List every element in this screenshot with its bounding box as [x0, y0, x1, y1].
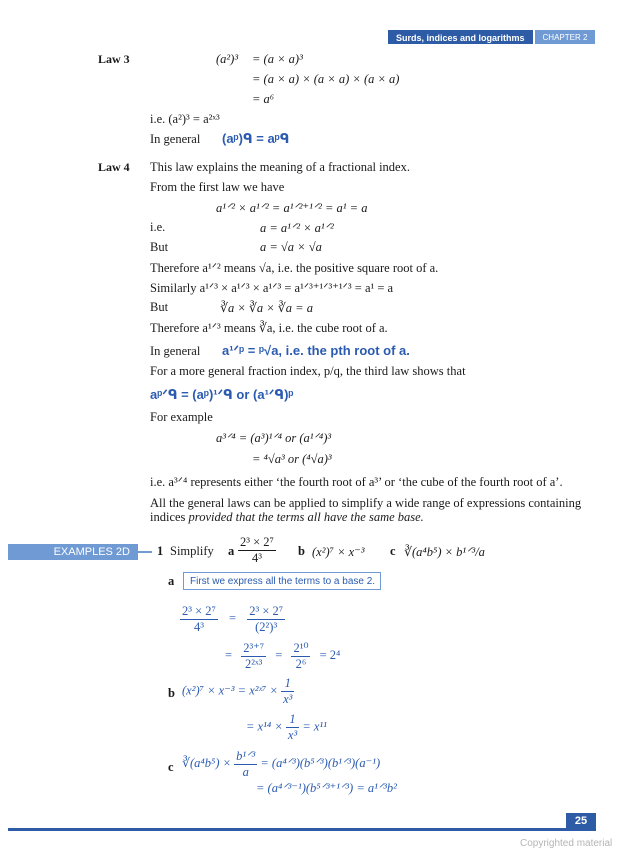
question-number: 1 [157, 544, 164, 558]
law3-l2: = (a × a) × (a × a) × (a × a) [252, 72, 400, 86]
solution-b-label: b [168, 686, 175, 700]
solution-b-line1 [182, 676, 294, 707]
law4-ex-ie: i.e. a³ᐟ⁴ represents either ‘the fourth root of a³’ or ‘the cube of the fourth root of a’. [150, 475, 563, 489]
question-a-den: 4³ [251, 551, 262, 565]
b2-expr: = x¹⁴ × [246, 719, 283, 734]
solution-b-line2 [246, 712, 327, 743]
law4-but-label: But [150, 240, 169, 254]
question-c-label: c [390, 544, 396, 558]
law4-all-laws-1: All the general laws can be applied to simplify a wide range of expressions containing [150, 496, 582, 510]
page-number: 25 [566, 813, 596, 829]
examples-tag-rule [138, 551, 152, 553]
question-b-expr: (x²)⁷ × x⁻³ [312, 545, 365, 559]
header-title: Surds, indices and logarithms [388, 30, 533, 44]
law4-general-label: In general [150, 344, 201, 358]
a2-result: = 2⁴ [319, 647, 341, 662]
question-b-label: b [298, 544, 305, 558]
c1-den: a [242, 765, 249, 779]
law3-l3: = a⁶ [252, 92, 275, 106]
law4-ex2: = ⁴√a³ or (⁴√a)³ [252, 452, 332, 466]
law3-l1-rhs: = (a × a)³ [252, 52, 303, 66]
a1-rnum: 2³ × 2⁷ [249, 604, 284, 618]
solution-a-note: First we express all the terms to a base 2. [183, 572, 381, 590]
solution-c-line2: = (a⁴ᐟ³⁻¹)(b⁵ᐟ³⁺¹ᐟ³) = a¹ᐟ³b² [256, 781, 397, 795]
question-a-frac [238, 535, 276, 566]
header-chapter: CHAPTER 2 [535, 30, 596, 44]
b1-num: 1 [281, 676, 294, 692]
c1-post: = (a⁴ᐟ³)(b⁵ᐟ³)(b¹ᐟ³)(a⁻¹) [260, 755, 381, 770]
law4-ex1: a³ᐟ⁴ = (a³)¹ᐟ⁴ or (a¹ᐟ⁴)³ [216, 431, 332, 445]
a2-eq: = [225, 647, 233, 662]
law4-label: Law 4 [98, 160, 130, 174]
law4-therefore2: Therefore a¹ᐟ³ means ∛a, i.e. the cube root of a. [150, 321, 388, 335]
question-c-expr: ∛(a⁴b⁵) × b¹ᐟ³/a [404, 545, 485, 559]
solution-a-label: a [168, 574, 175, 588]
question-a-num: 2³ × 2⁷ [240, 535, 274, 549]
b2-result: = x¹¹ [302, 719, 327, 734]
solution-a-line2 [225, 640, 340, 672]
law4-eq1: a¹ᐟ² × a¹ᐟ² = a¹ᐟ²⁺¹ᐟ² = a¹ = a [216, 201, 368, 215]
solution-c-line1 [182, 748, 380, 780]
a2-den2: 2⁶ [295, 657, 307, 671]
b2-den: x³ [287, 728, 298, 742]
law4-similarly: Similarly a¹ᐟ³ × a¹ᐟ³ × a¹ᐟ³ = a¹ᐟ³⁺¹ᐟ³⁺¹ᐟ³ = a¹ = a [150, 281, 394, 295]
a1-eq: = [229, 611, 237, 626]
b2-num: 1 [286, 712, 299, 728]
law4-more-general: For a more general fraction index, p/q, the third law shows that [150, 364, 466, 378]
copyright-notice: Copyrighted material [520, 838, 613, 849]
law4-all-laws-2a: indices [150, 510, 189, 524]
law4-eq2: a = a¹ᐟ² × a¹ᐟ² [260, 221, 334, 235]
law4-intro: This law explains the meaning of a fractional index. [150, 160, 410, 174]
a1-lnum: 2³ × 2⁷ [182, 604, 216, 618]
solution-a-line1 [180, 604, 285, 635]
c1-num: b¹ᐟ³ [236, 749, 256, 763]
law3-general-formula: (aᵖ)ᑫ = aᵖᑫ [222, 131, 290, 146]
law4-eq3: a = √a × √a [260, 240, 322, 254]
law4-for-example: For example [150, 410, 213, 424]
running-header [388, 30, 595, 44]
law4-from-first: From the first law we have [150, 180, 285, 194]
a2-num2: 2¹⁰ [293, 641, 309, 655]
solution-c-label: c [168, 760, 174, 774]
law4-all-laws-2 [150, 510, 424, 525]
law4-pq-formula: aᵖᐟᑫ = (aᵖ)¹ᐟᑫ or (a¹ᐟᑫ)ᵖ [150, 387, 294, 402]
a1-rden: (2²)³ [255, 620, 278, 634]
law4-but2-label: But [150, 300, 169, 314]
law4-all-laws-2b: provided that the terms all have the same base. [188, 510, 424, 524]
b1-expr: (x²)⁷ × x⁻³ = x²ˣ⁷ × [182, 683, 278, 698]
b1-den: x³ [283, 692, 293, 706]
examples-tag: EXAMPLES 2D [8, 544, 138, 560]
question-simplify: Simplify [170, 544, 214, 558]
a2-den1: 2²ˣ³ [244, 657, 263, 671]
footer-rule [8, 828, 596, 831]
law4-therefore1: Therefore a¹ᐟ² means √a, i.e. the positive square root of a. [150, 261, 439, 275]
c1-pre: ∛(a⁴b⁵) × [182, 755, 232, 770]
law3-ie: i.e. (a²)³ = a²ˣ³ [150, 112, 220, 126]
a2-num1: 2³⁺⁷ [243, 641, 265, 655]
law3-l1-lhs: (a²)³ [216, 52, 239, 66]
law4-eq4: ∛a × ∛a × ∛a = a [220, 301, 313, 315]
law4-ie-label: i.e. [150, 220, 166, 234]
question-a-label: a [228, 544, 235, 558]
law3-label: Law 3 [98, 52, 130, 66]
law3-general-label: In general [150, 132, 201, 146]
law4-general-formula: a¹ᐟᵖ = ᵖ√a, i.e. the pth root of a. [222, 343, 410, 358]
a1-lden: 4³ [193, 620, 204, 634]
a2-eq2: = [275, 647, 283, 662]
